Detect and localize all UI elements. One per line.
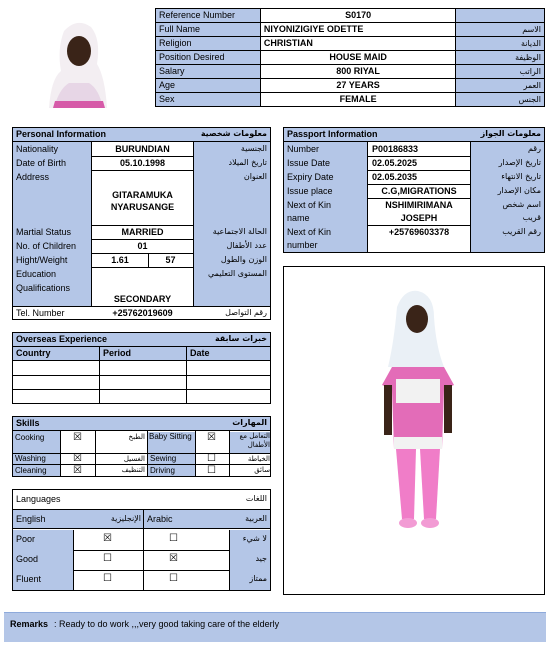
header-value: CHRISTIAN	[260, 37, 455, 51]
issue-date-value: 02.05.2025	[372, 158, 418, 168]
skills-title: Skills	[16, 418, 40, 428]
header-value: HOUSE MAID	[260, 51, 455, 65]
passport-info-title: Passport Information	[287, 129, 378, 139]
dob-label: Date of Birth	[16, 158, 67, 168]
header-value: NIYONIZIGIYE ODETTE	[260, 23, 455, 37]
col-country: Country	[16, 348, 51, 358]
passport-number-label: Number	[287, 144, 320, 154]
next-of-kin-label-2: name	[287, 213, 310, 223]
header-label: Religion	[156, 37, 261, 51]
children-value: 01	[137, 241, 148, 251]
english-fluent-checkbox[interactable]: ☐	[103, 573, 112, 584]
lang-arabic-ar: العربية	[245, 514, 267, 523]
skill-cooking-ar: الطبخ	[128, 433, 145, 441]
dob-value: 05.10.1998	[119, 158, 166, 168]
skills-section	[12, 416, 271, 477]
level-good-ar: جيد	[255, 554, 267, 563]
tel-value: +25762019609	[112, 308, 173, 318]
passport-info-title-ar: معلومات الجواز	[480, 129, 541, 138]
education-value: SECONDARY	[113, 294, 172, 304]
header-value: 800 RIYAL	[260, 65, 455, 79]
passport-number-ar: رقم	[527, 144, 541, 153]
skill-baby-sitting-ar-1: التعامل مع	[230, 432, 270, 453]
portrait-photo-image	[9, 9, 148, 108]
arabic-poor-checkbox[interactable]: ☐	[169, 533, 178, 544]
level-fluent: Fluent	[16, 574, 42, 584]
height-weight-ar: الوزن والطول	[220, 255, 267, 264]
header-value: 27 YEARS	[260, 79, 455, 93]
personal-info-title: Personal Information	[16, 129, 107, 139]
remarks-text: : Ready to do work ,,,very good taking care of the elderly	[54, 619, 280, 629]
issue-place-ar: مكان الإصدار	[497, 186, 541, 195]
level-poor: Poor	[16, 534, 36, 544]
height-value: 1.61	[111, 255, 129, 265]
next-of-kin-line2: JOSEPH	[400, 213, 438, 223]
languages-section	[12, 489, 271, 591]
header-label: Position Desired	[156, 51, 261, 65]
issue-place-label: Issue place	[287, 186, 333, 196]
header-label-ar: الاسم	[456, 23, 545, 37]
header-label: Reference Number	[156, 9, 261, 23]
arabic-good-checkbox[interactable]: ☒	[169, 553, 178, 564]
expiry-date-ar: تاريخ الانتهاء	[501, 172, 541, 181]
issue-date-label: Issue Date	[287, 158, 331, 168]
lang-arabic: Arabic	[147, 514, 173, 524]
experience-columns	[13, 347, 270, 361]
washing-checkbox[interactable]: ☒	[73, 453, 82, 464]
next-of-kin-label-1: Next of Kin	[287, 200, 332, 210]
full-body-photo	[283, 266, 545, 595]
skill-baby-sitting: Baby Sitting	[148, 432, 195, 453]
portrait-photo	[8, 8, 147, 107]
issue-date-ar: تاريخ الإصدار	[498, 158, 541, 167]
height-weight-label: Hight/Weight	[16, 255, 68, 265]
overseas-experience-section	[12, 332, 271, 404]
header-label: Age	[156, 79, 261, 93]
header-label-ar: الراتب	[456, 65, 545, 79]
remarks-bar	[4, 612, 546, 642]
skill-sewing: Sewing	[150, 454, 177, 463]
header-row	[156, 93, 545, 107]
marital-value: MARRIED	[121, 227, 164, 237]
header-label-ar: الوظيفة	[456, 51, 545, 65]
header-label-ar: الجنس	[456, 93, 545, 107]
dob-ar: تاريخ الميلاد	[228, 158, 267, 167]
kin-number-label-1: Next of Kin	[287, 227, 332, 237]
nationality-value: BURUNDIAN	[115, 144, 170, 154]
header-value: S0170	[260, 9, 455, 23]
weight-value: 57	[165, 255, 176, 265]
experience-title: Overseas Experience	[16, 334, 108, 344]
header-label-ar	[456, 9, 545, 23]
address-line1: GITARAMUKA	[112, 190, 173, 200]
passport-info-section	[283, 127, 545, 253]
expiry-date-label: Expiry Date	[287, 172, 334, 182]
next-of-kin-ar-1: اسم شخص	[502, 200, 541, 209]
skill-driving-ar: سائق	[254, 466, 270, 474]
education-label-1: Education	[16, 269, 57, 279]
header-row	[156, 9, 545, 23]
languages-title: Languages	[16, 494, 61, 504]
header-label: Sex	[156, 93, 261, 107]
tel-ar: رقم التواصل	[225, 308, 267, 317]
header-label: Full Name	[156, 23, 261, 37]
address-ar: العنوان	[243, 172, 267, 181]
full-body-photo-image	[284, 267, 544, 594]
children-label: No. of Children	[16, 241, 77, 251]
skill-cleaning: Cleaning	[15, 466, 47, 475]
header-value: FEMALE	[260, 93, 455, 107]
nationality-label: Nationality	[16, 144, 59, 154]
expiry-date-value: 02.05.2035	[372, 172, 418, 182]
level-poor-ar: لا شيء	[242, 534, 267, 543]
languages-header	[13, 490, 270, 510]
skill-washing: Washing	[15, 454, 46, 463]
lang-english: English	[16, 514, 46, 524]
passport-info-header	[284, 128, 544, 142]
english-poor-checkbox[interactable]: ☒	[103, 533, 112, 544]
skill-cooking: Cooking	[15, 433, 45, 442]
kin-number-label-2: number	[287, 240, 318, 250]
header-label-ar: العمر	[456, 79, 545, 93]
level-good: Good	[16, 554, 39, 564]
skills-title-ar: المهارات	[232, 418, 267, 427]
arabic-fluent-checkbox[interactable]: ☐	[169, 573, 178, 584]
header-row	[156, 37, 545, 51]
header-row	[156, 23, 545, 37]
personal-info-header	[13, 128, 270, 142]
personal-info-title-ar: معلومات شخصية	[200, 129, 267, 138]
cooking-checkbox[interactable]: ☒	[73, 432, 82, 443]
education-ar: المستوى التعليمي	[207, 269, 267, 278]
personal-info-section	[12, 127, 271, 320]
experience-header	[13, 333, 270, 347]
passport-number-value: P00186833	[372, 144, 419, 154]
header-row	[156, 79, 545, 93]
header-table	[155, 8, 545, 107]
sewing-checkbox[interactable]: ☐	[207, 453, 216, 464]
children-ar: عدد الأطفال	[226, 241, 267, 250]
col-date: Date	[190, 348, 210, 358]
baby-sitting-checkbox[interactable]: ☒	[207, 432, 216, 443]
header-row	[156, 65, 545, 79]
skill-sewing-ar: الخياطة	[247, 455, 270, 463]
skill-baby-sitting-ar-2: الأطفال	[247, 441, 270, 449]
kin-number-ar: رقم القريب	[502, 227, 541, 236]
col-period: Period	[103, 348, 132, 358]
skill-driving: Driving	[150, 466, 175, 475]
experience-title-ar: خبرات سابقة	[214, 334, 267, 343]
next-of-kin-ar-2: قريب	[522, 213, 541, 222]
nationality-ar: الجنسية	[240, 144, 267, 153]
address-label: Address	[16, 172, 50, 182]
marital-ar: الحالة الاجتماعية	[212, 227, 267, 236]
skill-cleaning-ar: التنظيف	[121, 466, 145, 474]
issue-place-value: C.G,MIGRATIONS	[381, 186, 457, 196]
lang-english-ar: الإنجليزية	[110, 514, 141, 523]
header-label-ar: الديانة	[456, 37, 545, 51]
tel-label: Tel. Number	[16, 308, 65, 318]
level-fluent-ar: ممتاز	[249, 574, 267, 583]
cleaning-checkbox[interactable]: ☒	[73, 465, 82, 476]
remarks-label: Remarks	[10, 619, 49, 629]
marital-label: Martial Status	[16, 227, 72, 237]
skills-header	[13, 417, 270, 431]
kin-number-value: +25769603378	[388, 227, 450, 237]
driving-checkbox[interactable]: ☐	[207, 465, 216, 476]
skill-washing-ar: الغسيل	[123, 455, 145, 463]
languages-columns	[13, 510, 270, 529]
next-of-kin-line1: NSHIMIRIMANA	[385, 200, 453, 210]
english-good-checkbox[interactable]: ☐	[103, 553, 112, 564]
education-label-2: Qualifications	[16, 283, 71, 293]
languages-title-ar: اللغات	[245, 494, 267, 503]
header-label: Salary	[156, 65, 261, 79]
address-line2: NYARUSANGE	[110, 202, 175, 212]
header-row	[156, 51, 545, 65]
